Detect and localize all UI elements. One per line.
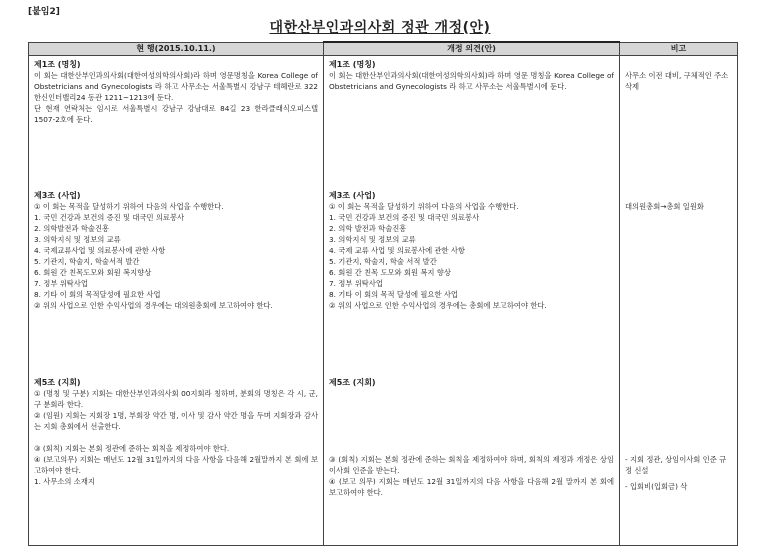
note-cell — [620, 56, 738, 187]
current-a3-title: 제3조 (사업) — [34, 190, 81, 200]
current-cell — [29, 374, 324, 546]
list-item: 3. 의학지식 및 정보의 교류 — [329, 234, 416, 244]
table-row-article1 — [29, 56, 738, 187]
list-item: 2. 의학 발전과 학술진흥 — [329, 223, 407, 233]
current-a3-clause2: ② 위의 사업으로 인한 수익사업의 경우에는 대의원총회에 보고하여야 한다. — [34, 301, 273, 311]
revised-a3-title: 제3조 (사업) — [329, 190, 376, 200]
current-a5-c3: ③ (회칙) 지회는 본회 정관에 준하는 회칙을 제정하여야 한다. — [34, 443, 230, 453]
revised-a5-c3: ③ (회칙) 지회는 본회 정관에 준하는 회칙을 제정하여야 하며, 회칙의 제정과 개정은 상임이사회 인준을 받는다. — [329, 454, 614, 475]
header-note: 비고 — [620, 42, 738, 56]
list-item: 8. 기타 이 회의 목적 달성에 필요한 사업 — [329, 290, 458, 300]
revised-a1-title: 제1조 (명칭) — [329, 60, 376, 69]
revised-a3-clause2: ② 위의 사업으로 인한 수익사업의 경우에는 총회에 보고하여야 한다. — [329, 301, 547, 311]
list-item: 1. 사무소의 소재지 — [34, 477, 95, 487]
note-a5-1: - 지회 정관, 상임이사회 인준 규정 신설 — [625, 454, 727, 475]
current-a5-c4: ④ (보고의무) 지회는 매년도 12월 31일까지의 다음 사항을 다음해 2월말까지 본 회에 보고하여야 한다. — [34, 455, 318, 476]
current-cell — [29, 187, 324, 374]
list-item: 5. 기관지, 학술지, 학술서적 발간 — [34, 257, 140, 267]
revised-cell — [324, 187, 620, 374]
revised-a3-intro: ① 이 회는 목적을 달성하기 위하여 다음의 사업을 수행한다. — [329, 201, 519, 211]
attachment-label: [붙임2] — [28, 7, 60, 17]
note-a5-2: - 입회비(입회금) 삭 — [625, 481, 688, 491]
current-a1-text2: 단 현재 연락처는 임시로 서울특별시 강남구 강남대로 84길 23 한라클래식오피스텔 1507-2호에 둔다. — [34, 104, 318, 125]
list-item: 4. 국제교류사업 및 의료봉사에 관한 사항 — [34, 245, 166, 255]
current-a3-intro: ① 이 회는 목적을 달성하기 위하여 다음의 사업을 수행한다. — [34, 201, 224, 211]
list-item: 7. 정부 위탁사업 — [34, 279, 88, 289]
list-item: 4. 국제 교류 사업 및 의료봉사에 관한 사항 — [329, 245, 465, 255]
current-a1-text: 이 회는 대한산부인과의사회(대한여성의학의사회)라 하며 영문명칭을 Korea College of Obstetricians and Gynecologists 라 하고 사무소는 서울특별시 강남구 테헤란로 322 한신인터밸리24 동관 1211~1213에 둔다. — [34, 71, 318, 103]
header-row — [29, 42, 738, 56]
list-item: 7. 정부 위탁사업 — [329, 279, 383, 289]
note-a3: 대의원총회→총회 일원화 — [625, 201, 704, 211]
list-item: 8. 기타 이 회의 목적달성에 필요한 사업 — [34, 290, 161, 300]
list-item: 6. 회원 간 친목도모와 회원 복지향상 — [34, 268, 152, 278]
current-cell — [29, 56, 324, 187]
comparison-table — [28, 41, 738, 546]
list-item: 6. 회원 간 친목 도모와 회원 복지 향상 — [329, 268, 451, 278]
list-item: 2. 의학발전과 학술진흥 — [34, 223, 110, 233]
note-a1: 사무소 이전 대비, 구체적인 주소 삭제 — [625, 71, 729, 92]
revised-a5-title: 제5조 (지회) — [329, 377, 376, 387]
document-title: 대한산부인과의사회 정관 개정(안) — [269, 20, 491, 36]
revised-cell — [324, 374, 620, 546]
header-revised: 개정 의견(안) — [324, 42, 620, 56]
current-a5-title: 제5조 (지회) — [34, 377, 81, 387]
note-cell — [620, 187, 738, 374]
list-item: 1. 국민 건강과 보건의 증진 및 대국민 의료봉사 — [34, 212, 185, 222]
header-current: 현 행(2015.10.11.) — [29, 42, 324, 56]
list-item: 1. 국민 건강과 보건의 증진 및 대국민 의료봉사 — [329, 212, 480, 222]
list-item: 5. 기관지, 학술지, 학술 서적 발간 — [329, 257, 437, 267]
revised-cell — [324, 56, 620, 187]
note-cell — [620, 374, 738, 546]
current-a1-title: 제1조 (명칭) — [34, 60, 81, 69]
current-a5-c2: ② (임원) 지회는 지회장 1명, 부회장 약간 명, 이사 및 감사 약간 명을 두며 지회장과 감사는 지회 총회에서 선출한다. — [34, 410, 318, 431]
list-item: 3. 의학지식 및 정보의 교류 — [34, 234, 121, 244]
revised-a1-text: 이 회는 대한산부인과의사회(대한여성의학의사회)라 하며 영문 명칭을 Korea College of Obstetricians and Gynecologists 라 하고 사무소는 서울특별시에 둔다. — [329, 71, 614, 92]
table-row-article3 — [29, 187, 738, 374]
revised-a5-c4: ④ (보고 의무) 지회는 매년도 12월 31일까지의 다음 사항을 다음해 2월 말까지 본 회에 보고하여야 한다. — [329, 476, 614, 497]
current-a5-c1: ① (명칭 및 구분) 지회는 대한산부인과의사회 00지회라 칭하며, 분회의 명칭은 각 시, 군, 구 분회라 한다. — [34, 388, 318, 409]
table-row-article5 — [29, 374, 738, 546]
